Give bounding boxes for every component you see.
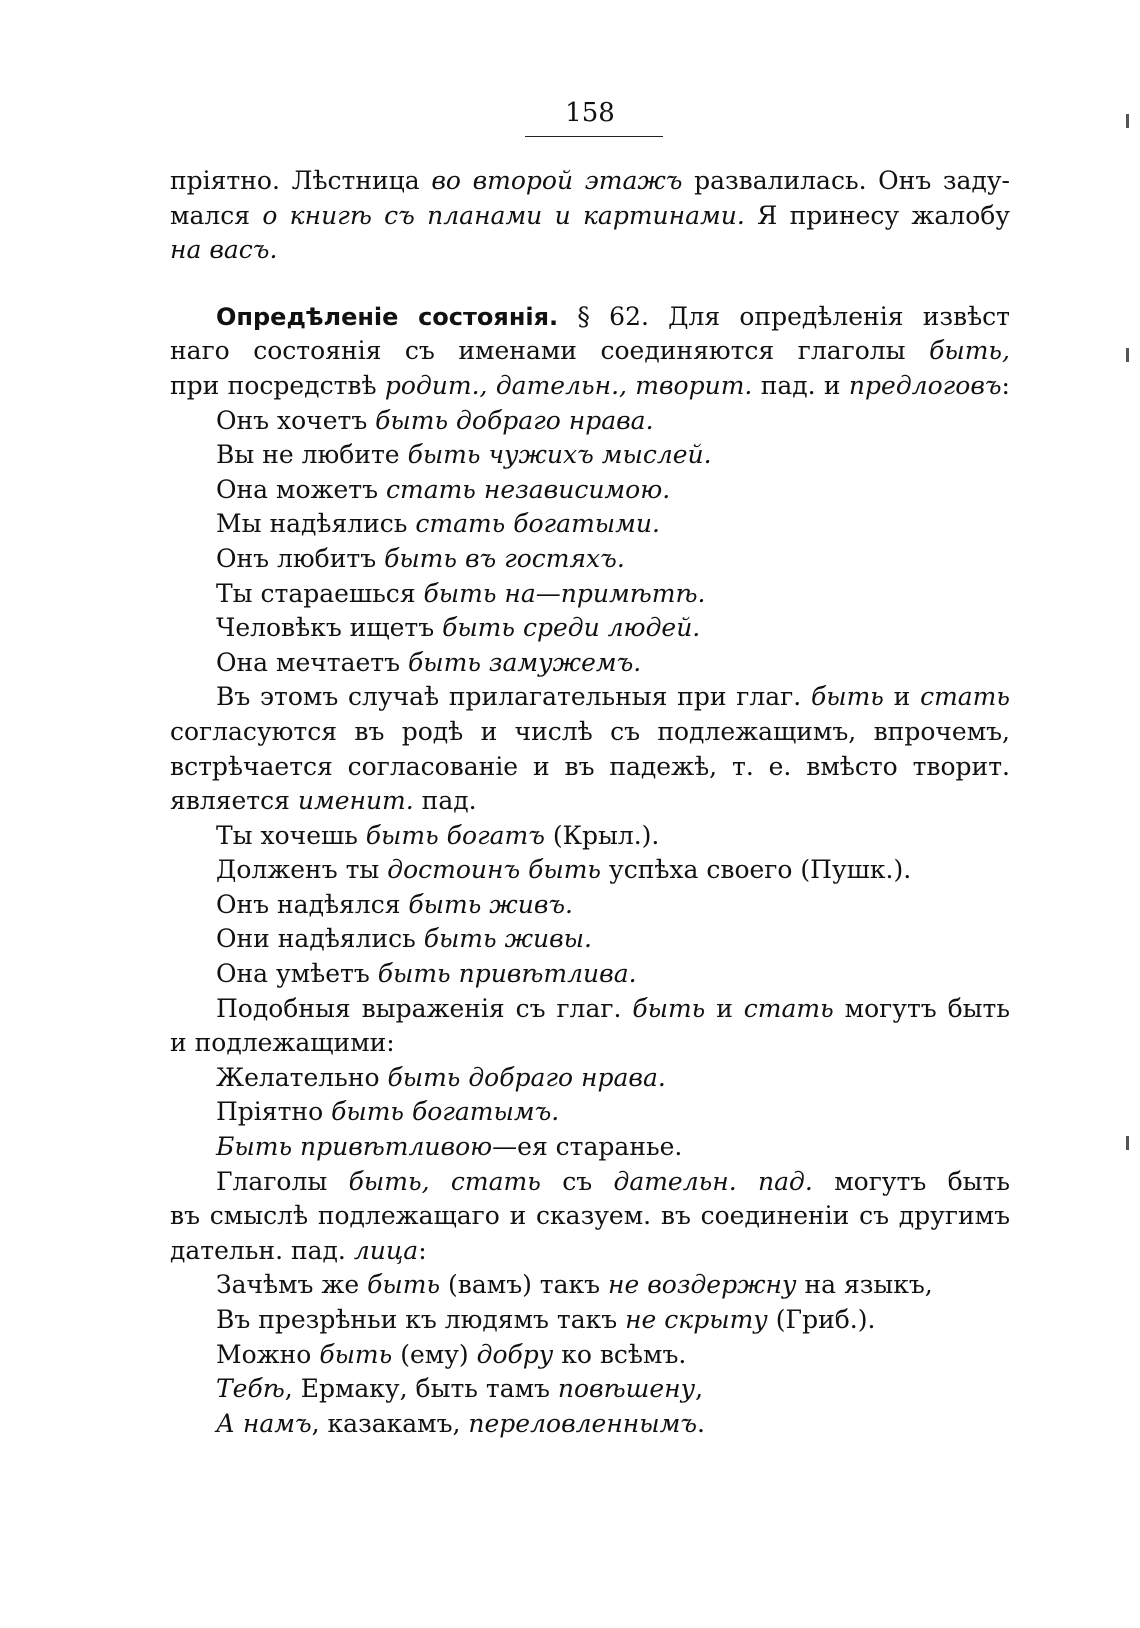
example-line: Долженъ ты достоинъ быть успѣха своего (Пушк.).: [216, 855, 912, 885]
page-number-rule: [525, 136, 663, 137]
para4-line: Глаголы быть, стать съ дательн. пад. могутъ быть: [216, 1166, 1010, 1196]
example-line: Вы не любите быть чужихъ мыслей.: [216, 440, 712, 470]
para1-line: пріятно. Лѣстница во второй этажъ развалилась. Онъ заду-: [170, 166, 1010, 195]
example-line: Они надѣялись быть живы.: [216, 924, 592, 954]
example-line: Быть привѣтливою—ея старанье.: [216, 1132, 683, 1162]
example-line: Онъ любитъ быть въ гостяхъ.: [216, 543, 625, 573]
section-line: наго состоянія съ именами соединяются глаголы быть,: [170, 336, 1010, 366]
example-line: Ты хочешь быть богатъ (Крыл.).: [216, 820, 660, 850]
verse-line: Можно быть (ему) добру ко всѣмъ.: [216, 1339, 687, 1369]
section-line: Опредѣленіе состоянія. § 62. Для опредѣленія извѣст: [216, 301, 1010, 331]
para4-line: дательн. пад. лица:: [170, 1235, 427, 1265]
verse-line: Тебѣ, Ермаку, быть тамъ повѣшену,: [216, 1374, 704, 1404]
example-line: Пріятно быть богатымъ.: [216, 1097, 560, 1127]
example-line: Желательно быть добраго нрава.: [216, 1062, 666, 1092]
page-body: [170, 164, 1010, 1441]
para2-line: Въ этомъ случаѣ прилагательныя при глаг. быть и стать: [216, 682, 1010, 712]
scan-mark: [1126, 348, 1129, 362]
example-line: Онъ надѣялся быть живъ.: [216, 889, 573, 919]
para2-line: является именит. пад.: [170, 786, 477, 816]
example-line: Она умѣетъ быть привѣтлива.: [216, 959, 637, 989]
para3-line: и подлежащими:: [170, 1028, 395, 1058]
section-heading: Опредѣленіе состоянія.: [216, 302, 559, 331]
example-line: Онъ хочетъ быть добраго нрава.: [216, 405, 654, 435]
verse-line: Въ презрѣньи къ людямъ такъ не скрыту (Гриб.).: [216, 1305, 876, 1334]
scan-mark: [1126, 1136, 1129, 1150]
verse-line: Зачѣмъ же быть (вамъ) такъ не воздержну на языкъ,: [216, 1270, 933, 1300]
para1-line: мался о книгѣ съ планами и картинами. Я принесу жалобу: [170, 200, 1010, 230]
verse-line: А намъ, казакамъ, переловленнымъ.: [216, 1408, 705, 1438]
para2-line: встрѣчается согласованіе и въ падежѣ, т. е. вмѣсто творит.: [170, 751, 1010, 781]
para3-line: Подобныя выраженія съ глаг. быть и стать могутъ быть: [216, 993, 1010, 1023]
example-line: Мы надѣялись стать богатыми.: [216, 509, 660, 539]
page-number: 158: [565, 98, 615, 128]
example-line: Ты стараешься быть на—примѣтѣ.: [216, 578, 706, 608]
scan-mark: [1126, 114, 1129, 128]
example-line: Человѣкъ ищетъ быть среди людей.: [216, 613, 701, 643]
para4-line: въ смыслѣ подлежащаго и сказуем. въ соединеніи съ другимъ: [170, 1201, 1010, 1231]
example-line: Она можетъ стать независимою.: [216, 474, 671, 504]
para1-line: на васъ.: [170, 235, 278, 265]
section-line: при посредствѣ родит., дательн., творит. пад. и предлоговъ:: [170, 370, 1010, 400]
example-line: Она мечтаетъ быть замужемъ.: [216, 647, 642, 677]
para2-line: согласуются въ родѣ и числѣ съ подлежащимъ, впрочемъ,: [170, 716, 1010, 746]
